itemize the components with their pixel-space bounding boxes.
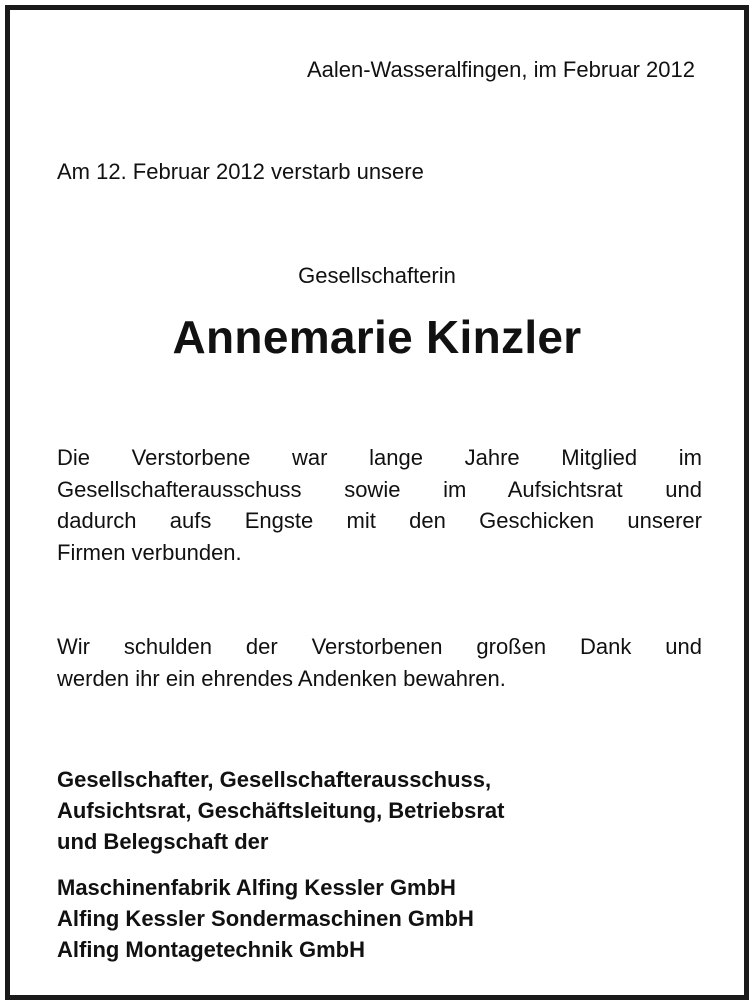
tribute-line: Die Verstorbene war lange Jahre Mitglied im [57,445,702,470]
role-title: Gesellschafterin [298,263,456,288]
tribute-line: Firmen verbunden. [57,539,242,565]
deceased-name: Annemarie Kinzler [172,311,582,363]
signers-line: Gesellschafter, Gesellschafterausschuss, [57,767,492,792]
companies-block [57,872,474,965]
gratitude-line: Wir schulden der Verstorbenen großen Dank und [57,634,702,659]
tribute-paragraph [57,442,702,568]
place-date: Aalen-Wasseralfingen, im Februar 2012 [306,57,695,82]
intro-text: Am 12. Februar 2012 verstarb unsere [57,159,424,184]
signers-line: und Belegschaft der [57,829,269,854]
obituary-frame [5,5,749,1000]
signers-line: Aufsichtsrat, Geschäftsleitung, Betriebsrat [57,798,505,823]
tribute-line: dadurch aufs Engste mit den Geschicken unserer [57,508,702,533]
tribute-line: Gesellschafterausschuss sowie im Aufsichtsrat und [57,476,702,502]
gratitude-paragraph [57,631,702,694]
gratitude-line: werden ihr ein ehrendes Andenken bewahren. [57,665,506,691]
company-name: Maschinenfabrik Alfing Kessler GmbH [57,875,456,900]
company-name: Alfing Kessler Sondermaschinen GmbH [57,906,474,931]
company-name: Alfing Montagetechnik GmbH [57,937,365,962]
signers-block [57,764,504,857]
